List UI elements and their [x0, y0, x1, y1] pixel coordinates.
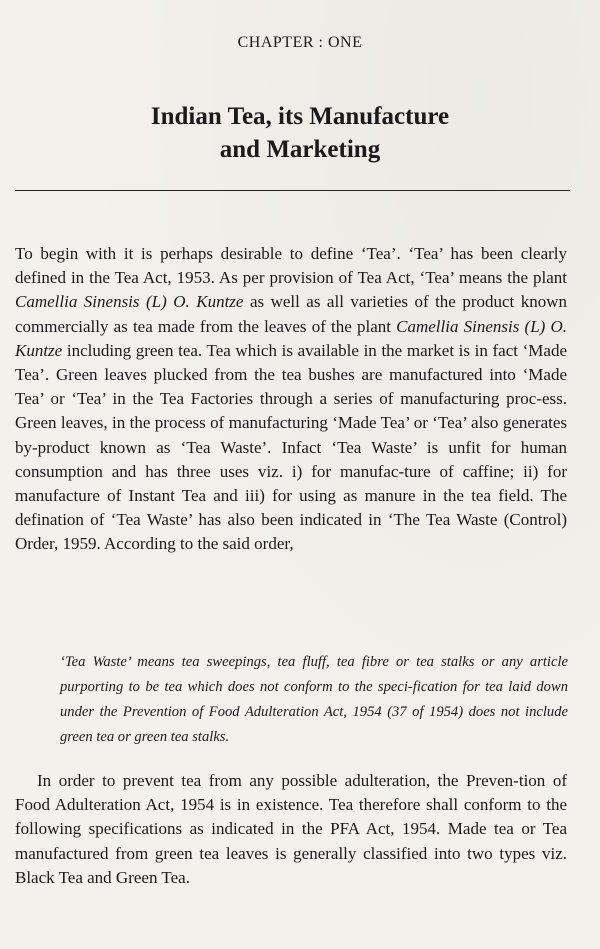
species-name-2: Camellia Sinensis (L) O. Kuntze [15, 316, 567, 360]
chapter-title-line-2: and Marketing [219, 136, 381, 163]
paragraph-1-text-a: To begin with it is perhaps desirable to define ‘Tea’. ‘Tea’ has been clearly defined in the Tea Act, 1953. As per provision of Tea Act, ‘Tea’ means the plant [15, 244, 567, 288]
paragraph-1-text-c: including green tea. Tea which is available in the market is in fact ‘Made Tea’. Green leaves plucked from the tea bushes are manufactured into ‘Made Tea’ or ‘Tea’ in the Tea Factories through a series of manufacturing proc-ess. Green leaves, in the process of manufacturing ‘Made Tea’ or ‘Tea’ also generates by-product known as ‘Tea Waste’. Infact ‘Tea Waste’ is unfit for human consumption and has three uses viz. i) for manufac-ture of caffine; ii) for manufacture of Instant Tea and iii) for using as manure in the tea field. The defination of ‘Tea Waste’ has also been indicated in ‘The Tea Waste (Control) Order, 1959. According to the said order, [15, 340, 567, 554]
chapter-title-line-1: Indian Tea, its Manufacture [150, 103, 450, 130]
chapter-title [0, 100, 600, 166]
species-name-1: Camellia Sinensis (L) O. Kuntze [15, 292, 244, 312]
title-divider [15, 190, 570, 191]
chapter-label: CHAPTER : ONE [237, 34, 363, 51]
body-paragraph-2: In order to prevent tea from any possible adulteration, the Preven-tion of Food Adulteration Act, 1954 is in existence. Tea therefore shall conform to the following specifications as indicated in the PFA Act, 1954. Made tea or Tea manufactured from green tea leaves is generally classified into two types viz. Black Tea and Green Tea. [15, 771, 567, 887]
definition-quote: ‘Tea Waste’ means tea sweepings, tea fluff, tea fibre or tea stalks or any article purporting to be tea which does not conform to the speci-fication for tea laid down under the Prevention of Food Adulteration Act, 1954 (37 of 1954) does not include green tea or green tea stalks. [60, 654, 568, 745]
body-paragraph-1 [15, 242, 567, 557]
paragraph-1-text-b: as well as all varieties of the product known commercially as tea made from the leaves of the plant [15, 292, 567, 336]
